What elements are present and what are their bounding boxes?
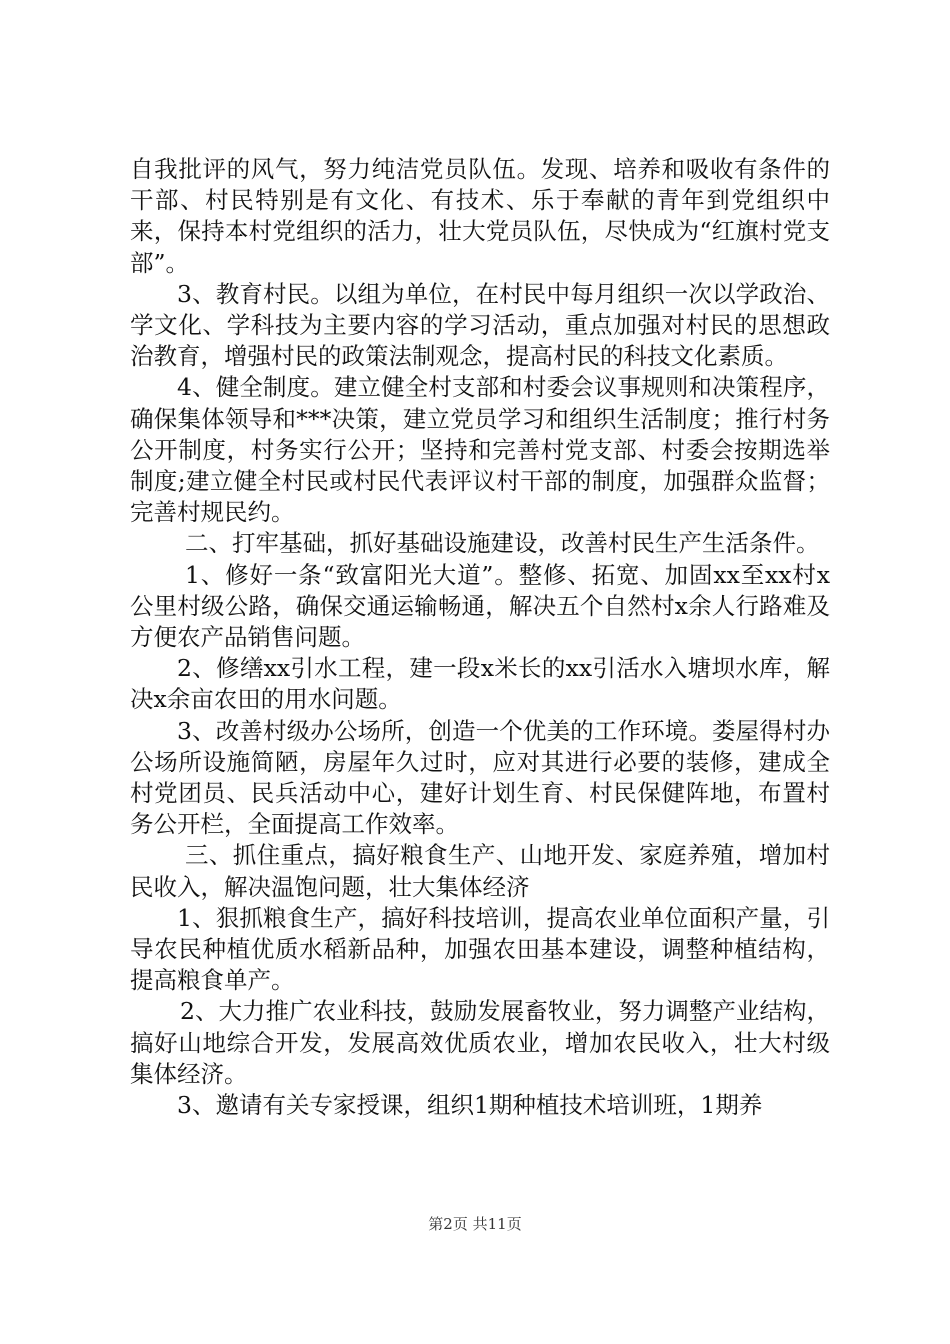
paragraph-educate-villagers: 3、教育村民。以组为单位，在村民中每月组织一次以学政治、学文化、学科技为主要内容的学习活动，重点加强对村民的思想政治教育，增强村民的政策法制观念，提高村民的科技文化素质。: [130, 279, 830, 371]
document-body: [130, 154, 830, 1121]
paragraph-grain: 1、狠抓粮食生产，搞好科技培训，提高农业单位面积产量，引导农民种植优质水稻新品种，加强农田基本建设，调整种植结构，提高粮食单产。: [130, 903, 830, 995]
section-heading-infrastructure: 二、打牢基础，抓好基础设施建设，改善村民生产生活条件。: [185, 529, 820, 558]
paragraph-office: 3、改善村级办公场所，创造一个优美的工作环境。娄屋得村办公场所设施简陋，房屋年久过时，应对其进行必要的装修，建成全村党团员、民兵活动中心，建好计划生育、村民保健阵地，布置村务公开栏，全面提高工作效率。: [130, 716, 830, 839]
paragraph-continuation: 自我批评的风气，努力纯洁党员队伍。发现、培养和吸收有条件的干部、村民特别是有文化、有技术、乐于奉献的青年到党组织中来，保持本村党组织的活力，壮大党员队伍，尽快成为“红旗村党支部”。: [130, 155, 830, 277]
paragraph-improve-system: 4、健全制度。建立健全村支部和村委会议事规则和决策程序，确保集体领导和***决策，建立党员学习和组织生活制度；推行村务公开制度，村务实行公开；坚持和完善村党支部、村委会按期选举制度;建立健全村民或村民代表评议村干部的制度，加强群众监督；完善村规民约。: [130, 373, 830, 527]
page-number-footer: 第2页 共11页: [428, 1215, 522, 1233]
paragraph-road: 1、修好一条“致富阳光大道”。整修、拓宽、加固xx至xx村x公里村级公路，确保交通运输畅通，解决五个自然村x余人行路难及方便农产品销售问题。: [130, 560, 830, 652]
paragraph-agri-tech: 2、大力推广农业科技，鼓励发展畜牧业，努力调整产业结构，搞好山地综合开发，发展高效优质农业，增加农民收入，壮大村级集体经济。: [130, 997, 830, 1088]
section-heading-key-points: 三、抓住重点，搞好粮食生产、山地开发、家庭养殖，增加村民收入，解决温饱问题，壮大集体经济: [130, 841, 830, 901]
paragraph-training: 3、邀请有关专家授课，组织1期种植技术培训班，1期养: [177, 1091, 763, 1120]
paragraph-water-project: 2、修缮xx引水工程，建一段x米长的xx引活水入塘坝水库，解决x余亩农田的用水问题。: [130, 654, 830, 714]
